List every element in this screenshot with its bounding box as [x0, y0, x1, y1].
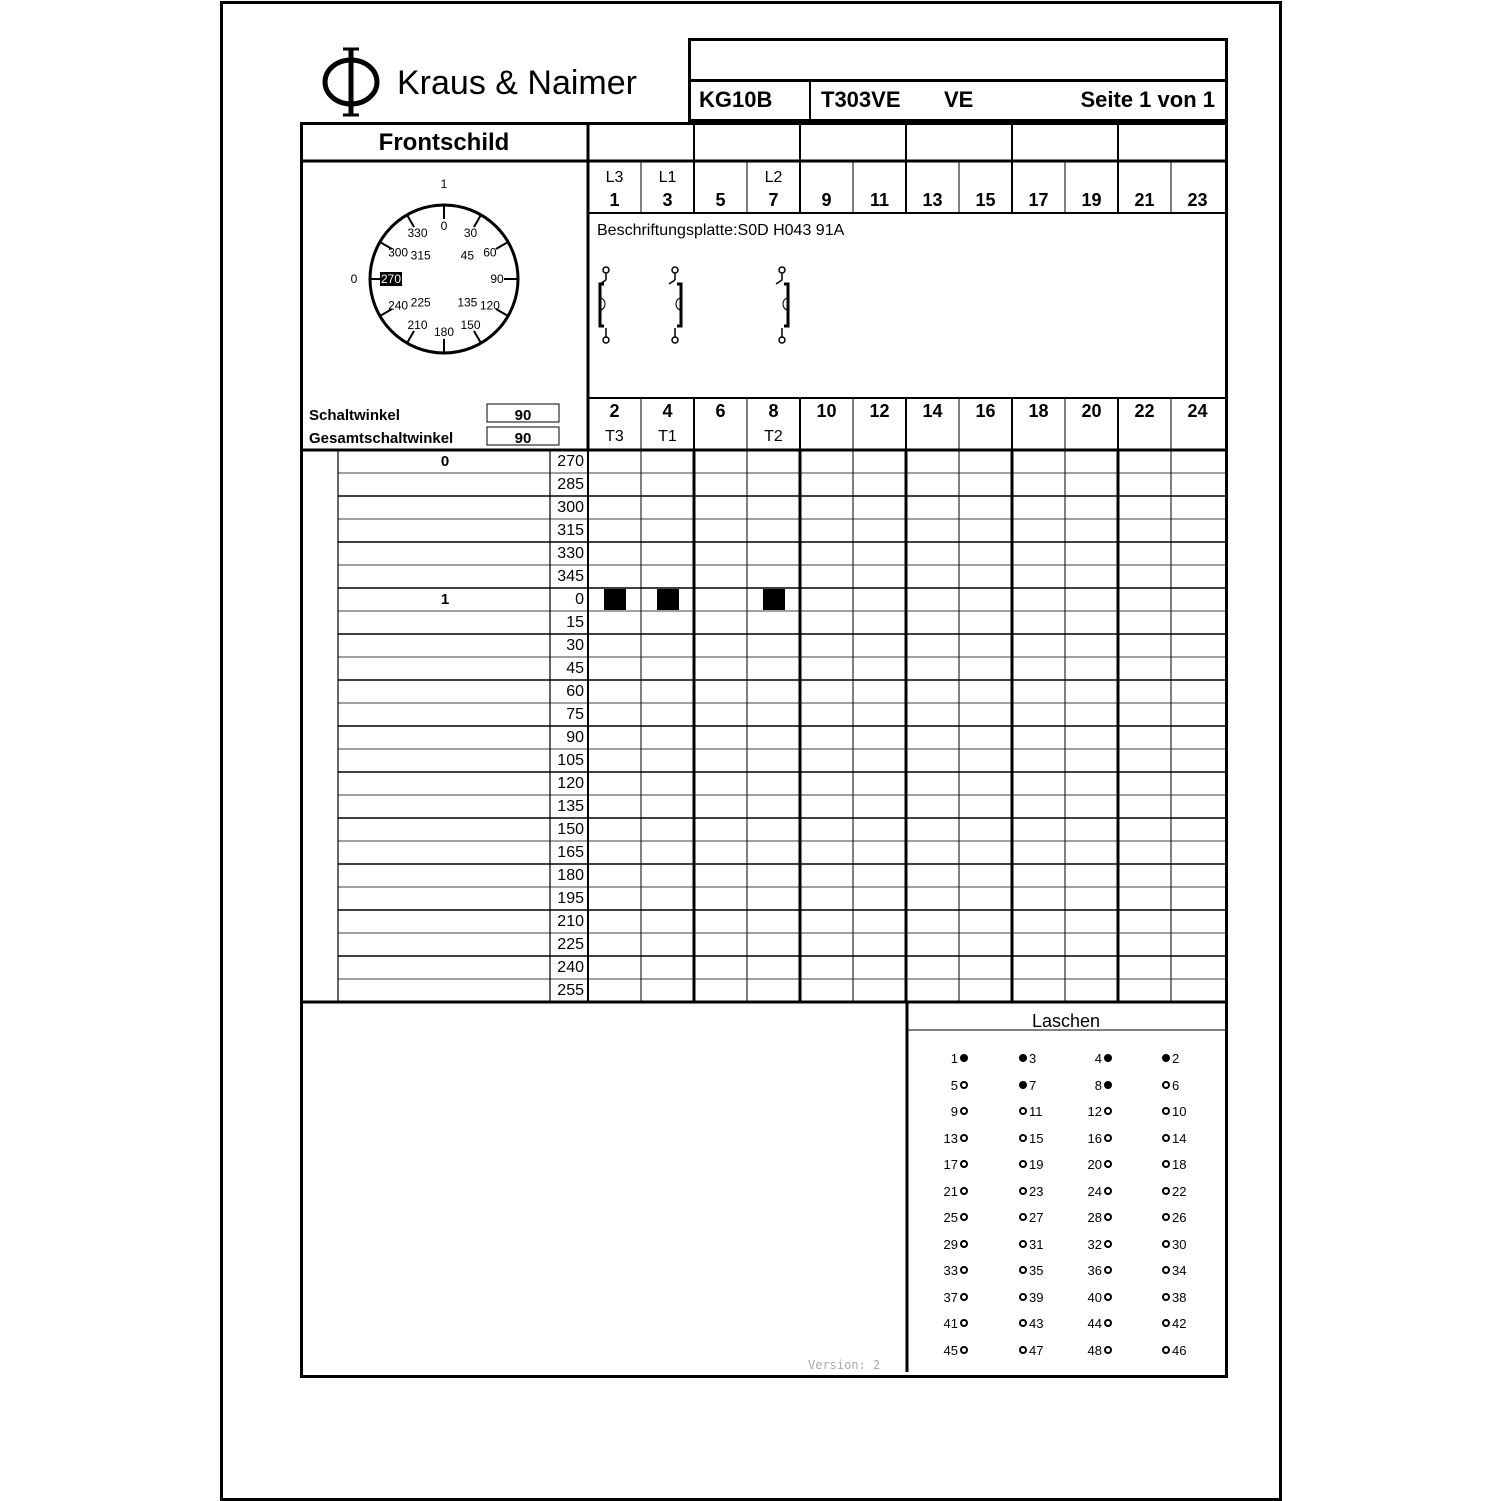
position-angle: 195 — [557, 890, 584, 907]
lasche-number: 43 — [1029, 1316, 1044, 1331]
dial-label: 90 — [490, 272, 504, 286]
terminal-top-label: L2 — [764, 169, 783, 186]
lasche-number: 46 — [1172, 1342, 1187, 1358]
dial-label: 30 — [463, 226, 478, 241]
contact-symbol-icon — [776, 267, 788, 343]
lasche-empty-icon — [1162, 1213, 1170, 1221]
lasche-number: 26 — [1172, 1210, 1187, 1225]
lasche-empty-icon — [960, 1187, 968, 1195]
position-angle: 180 — [557, 867, 584, 884]
lasche-number: 40 — [1087, 1289, 1102, 1305]
lasche-empty-icon — [1104, 1213, 1112, 1221]
lasche-empty-icon — [960, 1346, 968, 1354]
gesamtschaltwinkel-value: 90 — [514, 430, 532, 447]
lasche-number: 29 — [943, 1236, 958, 1252]
lasche-number: 48 — [1087, 1342, 1102, 1358]
terminal-top-number: 17 — [1028, 190, 1049, 210]
dial-position-top: 1 — [440, 177, 448, 191]
terminal-bottom-number: 14 — [922, 401, 943, 421]
dial-label: 60 — [483, 245, 497, 260]
lasche-empty-icon — [1162, 1346, 1170, 1354]
dial-label: 330 — [407, 226, 428, 241]
lasche-number: 32 — [1087, 1236, 1102, 1252]
page-indicator: Seite 1 von 1 — [1080, 87, 1215, 112]
lasche-number: 1 — [950, 1051, 958, 1066]
lasche-empty-icon — [1162, 1134, 1170, 1142]
terminal-bottom-number: 16 — [975, 401, 996, 421]
lasche-empty-icon — [960, 1081, 968, 1089]
lasche-empty-icon — [1104, 1107, 1112, 1115]
contact-closed-mark — [763, 589, 785, 610]
lasche-empty-icon — [1104, 1319, 1112, 1327]
terminal-bottom-label: T1 — [658, 428, 677, 445]
lasche-empty-icon — [960, 1240, 968, 1248]
lasche-number: 11 — [1029, 1104, 1043, 1119]
terminal-top-number: 3 — [662, 190, 673, 210]
terminal-top-number: 9 — [821, 190, 832, 210]
lasche-empty-icon — [1104, 1346, 1112, 1354]
dial-inner-label: 225 — [410, 295, 431, 310]
lasche-empty-icon — [1162, 1240, 1170, 1248]
contact-symbol-icon — [600, 267, 609, 343]
lasche-empty-icon — [1019, 1346, 1027, 1354]
terminal-bottom-label: T2 — [764, 428, 783, 445]
laschen-title: Laschen — [1031, 1011, 1101, 1031]
brand-name: Kraus & Naimer — [397, 64, 637, 102]
lasche-empty-icon — [1162, 1160, 1170, 1168]
lasche-empty-icon — [1019, 1319, 1027, 1327]
lasche-empty-icon — [1162, 1266, 1170, 1274]
lasche-number: 9 — [950, 1104, 958, 1119]
lasche-number: 8 — [1094, 1077, 1102, 1093]
lasche-number: 39 — [1029, 1289, 1044, 1305]
lasche-number: 23 — [1029, 1183, 1044, 1199]
terminal-top-number: 11 — [869, 190, 890, 210]
position-angle: 285 — [557, 476, 584, 493]
lasche-empty-icon — [1104, 1266, 1112, 1274]
lasche-empty-icon — [1104, 1293, 1112, 1301]
terminal-bottom-number: 20 — [1081, 401, 1102, 421]
lasche-empty-icon — [1104, 1240, 1112, 1248]
lasche-number: 6 — [1172, 1077, 1180, 1093]
lasche-number: 42 — [1172, 1316, 1187, 1331]
position-angle: 135 — [557, 798, 584, 815]
lasche-number: 5 — [950, 1077, 958, 1093]
lasche-empty-icon — [1162, 1081, 1170, 1089]
lasche-number: 22 — [1172, 1183, 1187, 1199]
contact-symbol-icon — [669, 267, 681, 343]
lasche-empty-icon — [1019, 1160, 1027, 1168]
lasche-number: 24 — [1087, 1183, 1102, 1199]
position-angle: 300 — [557, 499, 584, 516]
terminal-bottom-number: 6 — [715, 401, 726, 421]
terminal-bottom-number: 10 — [816, 401, 837, 421]
terminal-top-number: 19 — [1081, 190, 1102, 210]
terminal-bottom-number: 24 — [1187, 401, 1208, 421]
position-angle: 255 — [557, 982, 584, 999]
front-plate-dial-icon — [300, 165, 588, 395]
dial-label: 210 — [407, 317, 428, 332]
lasche-number: 34 — [1172, 1263, 1187, 1278]
lasche-number: 45 — [943, 1342, 958, 1358]
series-code: KG10B — [699, 87, 773, 112]
lasche-number: 31 — [1029, 1236, 1044, 1252]
lasche-number: 33 — [943, 1263, 958, 1278]
terminal-bottom-number: 4 — [662, 401, 673, 421]
position-angle: 45 — [566, 660, 584, 677]
lasche-filled-icon — [1104, 1081, 1112, 1089]
labelling-plate: Beschriftungsplatte:S0D H043 91A — [597, 222, 845, 239]
position-angle: 345 — [557, 568, 584, 585]
lasche-number: 28 — [1087, 1210, 1102, 1225]
position-angle: 30 — [566, 637, 584, 654]
lasche-number: 13 — [943, 1130, 958, 1146]
terminal-bottom-number: 22 — [1134, 401, 1155, 421]
lasche-empty-icon — [960, 1293, 968, 1301]
lasche-filled-icon — [1019, 1054, 1027, 1062]
lasche-number: 10 — [1172, 1104, 1187, 1119]
position-angle: 240 — [557, 959, 584, 976]
position-angle: 150 — [557, 821, 584, 838]
lasche-number: 38 — [1172, 1289, 1187, 1305]
position-angle: 15 — [566, 614, 584, 631]
schaltwinkel-value: 90 — [514, 407, 532, 424]
lasche-number: 7 — [1029, 1077, 1037, 1093]
contact-symbols-icon — [590, 260, 810, 350]
lasche-filled-icon — [1104, 1054, 1112, 1062]
position-angle: 120 — [557, 775, 584, 792]
lasche-empty-icon — [1019, 1293, 1027, 1301]
lasche-empty-icon — [960, 1319, 968, 1327]
terminal-bottom-number: 18 — [1028, 401, 1049, 421]
lasche-number: 4 — [1094, 1051, 1102, 1066]
contact-closed-mark — [604, 589, 626, 610]
lasche-number: 18 — [1172, 1157, 1187, 1172]
lasche-number: 19 — [1029, 1157, 1044, 1172]
lasche-number: 16 — [1087, 1130, 1102, 1146]
dial-label: 0 — [440, 219, 448, 233]
terminal-bottom-label: T3 — [605, 428, 624, 445]
terminal-bottom-number: 8 — [768, 401, 779, 421]
lasche-number: 27 — [1029, 1210, 1044, 1225]
lasche-number: 35 — [1029, 1263, 1044, 1278]
terminal-bottom-number: 12 — [869, 401, 890, 421]
dial-label: 150 — [460, 317, 481, 332]
lasche-filled-icon — [1162, 1054, 1170, 1062]
lasche-empty-icon — [1019, 1187, 1027, 1195]
lasche-number: 3 — [1029, 1051, 1037, 1066]
lasche-empty-icon — [1104, 1134, 1112, 1142]
lasche-empty-icon — [1104, 1160, 1112, 1168]
lasche-empty-icon — [1162, 1293, 1170, 1301]
position-angle: 75 — [566, 706, 584, 723]
position-angle: 105 — [557, 752, 584, 769]
lasche-empty-icon — [960, 1160, 968, 1168]
dial-label: 180 — [433, 325, 455, 339]
lasche-number: 15 — [1029, 1130, 1044, 1146]
frontschild-title: Frontschild — [378, 129, 510, 156]
terminal-top-number: 7 — [768, 190, 779, 210]
terminal-top-number: 15 — [975, 190, 996, 210]
lasche-empty-icon — [1104, 1187, 1112, 1195]
lasche-empty-icon — [960, 1107, 968, 1115]
lasche-empty-icon — [1162, 1107, 1170, 1115]
lasche-number: 2 — [1172, 1051, 1180, 1066]
position-angle: 330 — [557, 545, 584, 562]
lasche-empty-icon — [960, 1134, 968, 1142]
lasche-empty-icon — [960, 1266, 968, 1274]
lasche-number: 17 — [943, 1157, 958, 1172]
lasche-number: 30 — [1172, 1236, 1187, 1252]
dial-inner-label: 45 — [460, 248, 475, 263]
dial-label: 240 — [388, 298, 409, 313]
contact-closed-mark — [657, 589, 679, 610]
lasche-filled-icon — [1019, 1081, 1027, 1089]
terminal-top-number: 23 — [1187, 190, 1208, 210]
lasche-empty-icon — [1019, 1213, 1027, 1221]
position-angle: 60 — [566, 683, 584, 700]
schaltwinkel-label: Schaltwinkel — [309, 407, 400, 424]
lasche-empty-icon — [1019, 1240, 1027, 1248]
dial-label: 300 — [388, 245, 409, 260]
position-angle: 225 — [557, 936, 584, 953]
lasche-empty-icon — [960, 1213, 968, 1221]
lasche-empty-icon — [1162, 1187, 1170, 1195]
lasche-empty-icon — [1162, 1319, 1170, 1327]
lasche-empty-icon — [1019, 1107, 1027, 1115]
terminal-top-number: 21 — [1134, 190, 1155, 210]
lasche-number: 44 — [1087, 1316, 1102, 1331]
lasche-number: 41 — [943, 1316, 958, 1331]
terminal-top-number: 13 — [922, 190, 943, 210]
lasche-number: 12 — [1087, 1104, 1102, 1119]
position-angle: 165 — [557, 844, 584, 861]
variant-code: VE — [944, 87, 974, 112]
dial-inner-label: 315 — [410, 248, 431, 263]
terminal-top-number: 5 — [715, 190, 726, 210]
position-angle: 315 — [557, 522, 584, 539]
position-label: 1 — [440, 591, 450, 608]
position-label: 0 — [440, 453, 450, 470]
lasche-number: 21 — [943, 1183, 958, 1199]
position-angle: 90 — [566, 729, 584, 746]
position-angle: 270 — [557, 453, 584, 470]
dial-label: 270 — [380, 272, 402, 286]
lasche-number: 36 — [1087, 1263, 1102, 1278]
dial-inner-label: 135 — [457, 295, 478, 310]
lasche-number: 20 — [1087, 1157, 1102, 1172]
dial-label: 120 — [479, 298, 500, 313]
terminal-bottom-number: 2 — [609, 401, 620, 421]
lasche-empty-icon — [1019, 1266, 1027, 1274]
position-angle: 0 — [575, 591, 584, 608]
lasche-number: 25 — [943, 1210, 958, 1225]
lasche-filled-icon — [960, 1054, 968, 1062]
contact-code: T303VE — [821, 87, 901, 112]
version-label: Version: 2 — [808, 1358, 881, 1372]
gesamtschaltwinkel-label: Gesamtschaltwinkel — [309, 430, 454, 447]
lasche-empty-icon — [1019, 1134, 1027, 1142]
dial-position-left: 0 — [350, 272, 358, 286]
lasche-number: 47 — [1029, 1342, 1044, 1358]
lasche-number: 37 — [943, 1289, 958, 1305]
terminal-top-number: 1 — [609, 190, 620, 210]
position-angle: 210 — [557, 913, 584, 930]
lasche-number: 14 — [1172, 1130, 1187, 1146]
terminal-top-label: L1 — [658, 169, 677, 186]
terminal-top-label: L3 — [605, 169, 624, 186]
